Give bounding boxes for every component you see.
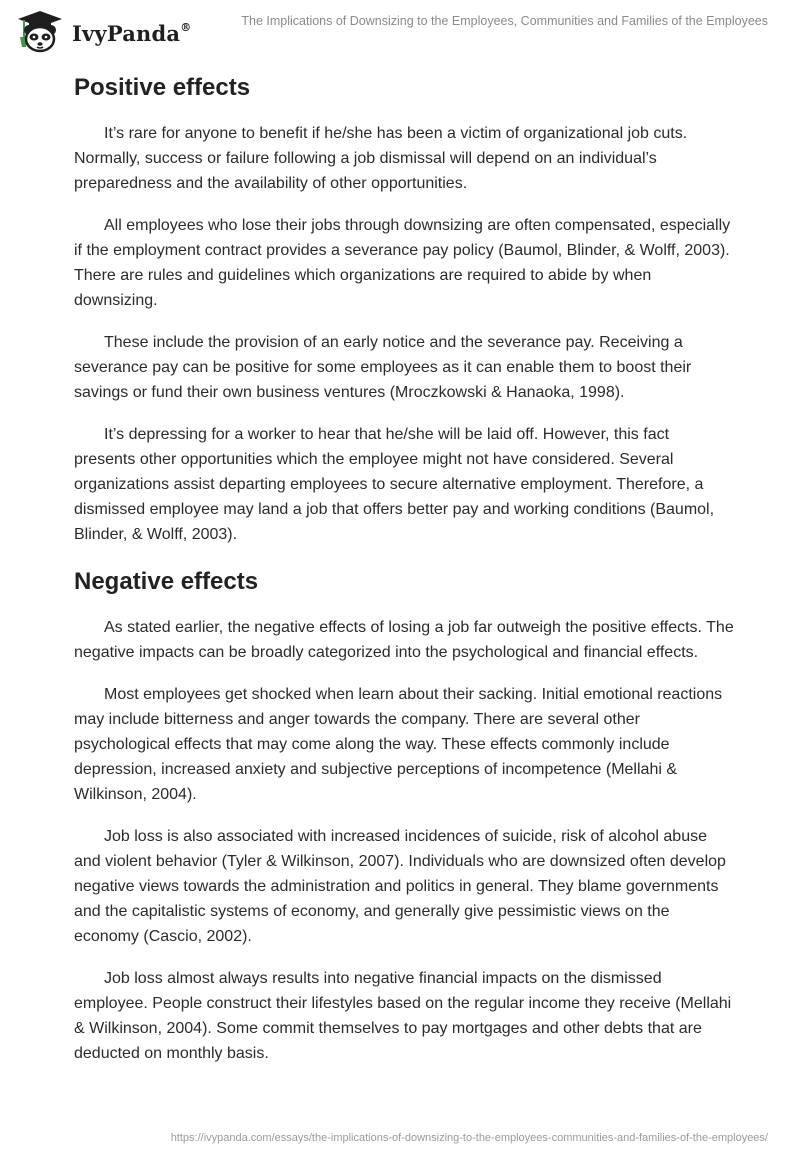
section-heading-positive: Positive effects <box>74 74 251 101</box>
paragraph: Job loss is also associated with increased incidences of suicide, risk of alcohol abuse and violent behavior (Tyler & Wilkinson, 2007). Individuals who are downsized often develop negative views towards the administration and politics in general. They blame governments and the capitalistic systems of economy, and generally give pessimistic views on the economy (Cascio, 2002). <box>74 828 726 945</box>
paragraph: All employees who lose their jobs through downsizing are often compensated, especially if the employment contract provides a severance pay policy (Baumol, Blinder, & Wolff, 2003). There are rules and guidelines which organizations are required to abide by when downsizing. <box>74 217 731 309</box>
paragraph: It’s rare for anyone to benefit if he/she has been a victim of organizational job cuts. Normally, success or failure following a job dismissal will depend on an individual’s preparedness and the availability of other opportunities. <box>74 125 688 192</box>
document-title: The Implications of Downsizing to the Employees, Communities and Families of the Employees <box>241 14 768 28</box>
ivypanda-logo[interactable] <box>14 9 191 53</box>
paragraph: As stated earlier, the negative effects of losing a job far outweigh the positive effects. The negative impacts can be broadly categorized into the psychological and financial effects. <box>74 619 734 661</box>
page-header <box>0 0 800 60</box>
section-heading-negative: Negative effects <box>74 568 259 595</box>
source-url-link[interactable]: https://ivypanda.com/essays/the-implications-of-downsizing-to-the-employees-communities-and-families-of-the-employees/ <box>170 1132 768 1144</box>
paragraph: These include the provision of an early notice and the severance pay. Receiving a severance pay can be positive for some employees as it can enable them to boost their savings or fund their own business ventures (Mroczkowski & Hanaoka, 1998). <box>74 334 692 401</box>
essay-content <box>74 70 734 1083</box>
panda-logo-icon <box>14 9 66 53</box>
paragraph: Job loss almost always results into negative financial impacts on the dismissed employee. People construct their lifestyles based on the regular income they receive (Mellahi & Wilkinson, 2004). Some commit themselves to pay mortgages and other debts that are deducted on monthly basis. <box>74 970 732 1062</box>
paragraph: Most employees get shocked when learn about their sacking. Initial emotional reactions may include bitterness and anger towards the company. There are several other psychological effects that may come along the way. These effects commonly include depression, increased anxiety and subjective perceptions of incompetence (Mellahi & Wilkinson, 2004). <box>74 686 723 803</box>
brand-name: IvyPanda® <box>72 20 192 46</box>
paragraph: It’s depressing for a worker to hear that he/she will be laid off. However, this fact presents other opportunities which the employee might not have considered. Several organizations assist departing employees to secure alternative employment. Therefore, a dismissed employee may land a job that offers better pay and working conditions (Baumol, Blinder, & Wolff, 2003). <box>74 426 715 543</box>
